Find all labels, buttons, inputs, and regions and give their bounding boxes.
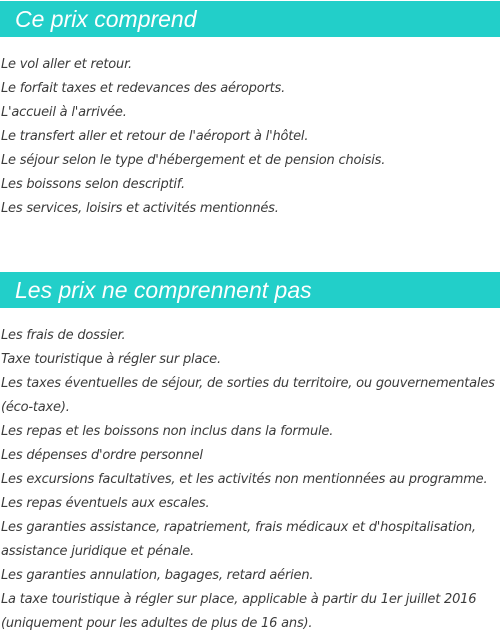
includes-list xyxy=(1,53,497,221)
list-item: Les services, loisirs et activités mentionnés. xyxy=(1,201,279,216)
list-item: Les excursions facultatives, et les activités non mentionnées au programme. xyxy=(1,472,488,487)
includes-section-title: Ce prix comprend xyxy=(0,1,500,37)
list-item: Le séjour selon le type d'hébergement et de pension choisis. xyxy=(1,153,386,168)
list-item: Les taxes éventuelles de séjour, de sorties du territoire, ou gouvernementales (éco-taxe). xyxy=(1,376,495,415)
list-item: Le transfert aller et retour de l'aéroport à l'hôtel. xyxy=(1,129,309,144)
list-item: Les dépenses d'ordre personnel xyxy=(1,448,203,463)
list-item: L'accueil à l'arrivée. xyxy=(1,105,127,120)
excludes-list xyxy=(1,324,497,636)
list-item: Les boissons selon descriptif. xyxy=(1,177,185,192)
list-item: Les garanties annulation, bagages, retard aérien. xyxy=(1,568,314,583)
list-item: Le forfait taxes et redevances des aéroports. xyxy=(1,81,286,96)
list-item: Les repas et les boissons non inclus dans la formule. xyxy=(1,424,334,439)
list-item: Les frais de dossier. xyxy=(1,328,126,343)
list-item: La taxe touristique à régler sur place, applicable à partir du 1er juillet 2016 (uniquement pour les adultes de plus de 16 ans). xyxy=(1,592,477,631)
list-item: Taxe touristique à régler sur place. xyxy=(1,352,221,367)
list-item: Le vol aller et retour. xyxy=(1,57,132,72)
list-item: Les garanties assistance, rapatriement, frais médicaux et d'hospitalisation, assistance juridique et pénale. xyxy=(1,520,476,559)
excludes-section-title: Les prix ne comprennent pas xyxy=(0,272,500,308)
list-item: Les repas éventuels aux escales. xyxy=(1,496,210,511)
